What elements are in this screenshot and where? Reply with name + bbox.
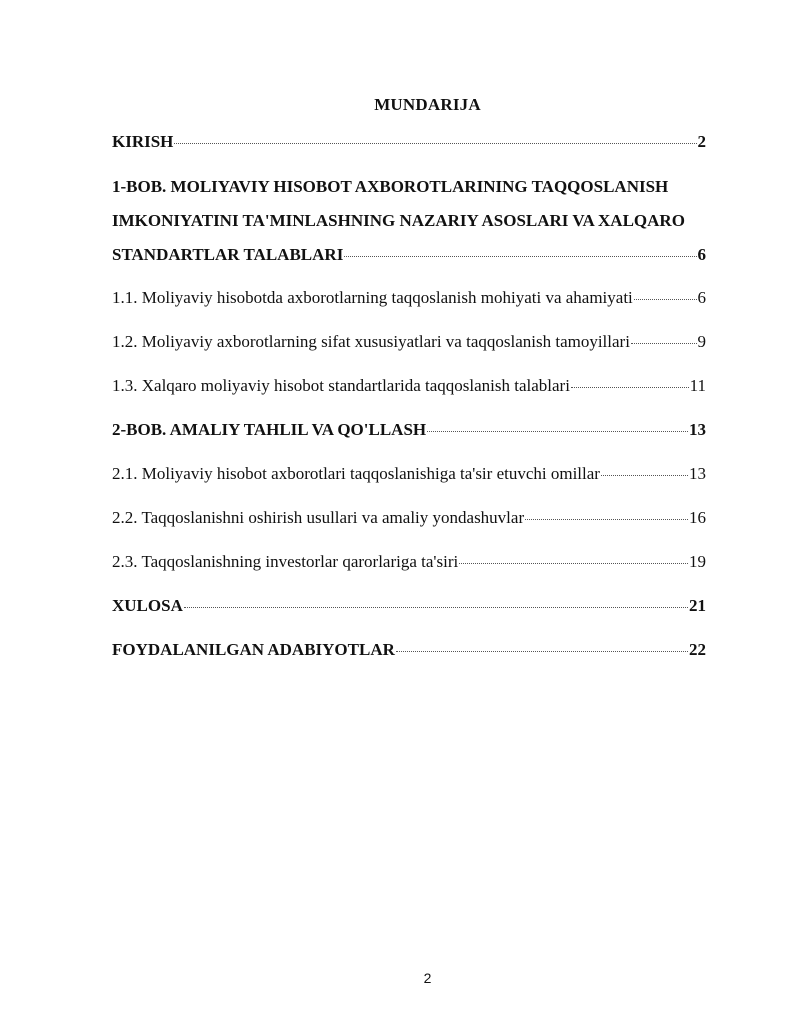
toc-page-number: 9	[697, 332, 706, 351]
toc-entry-intro[interactable]	[112, 129, 706, 155]
toc-entry-references[interactable]	[112, 637, 706, 663]
dot-leader	[174, 143, 696, 144]
toc-heading-last-line	[112, 238, 706, 272]
toc-page-number: 13	[689, 420, 706, 439]
toc-entry-label: 2.2. Taqqoslanishni oshirish usullari va amaliy yondashuvlar	[112, 508, 525, 527]
dot-leader	[184, 607, 688, 608]
page-title: MUNDARIJA	[374, 95, 481, 114]
toc-entry-chapter-2[interactable]	[112, 417, 706, 443]
toc-entry-label: 2.1. Moliyaviy hisobot axborotlari taqqoslanishiga ta'sir etuvchi omillar	[112, 464, 600, 483]
dot-leader	[571, 387, 689, 388]
toc-entry-label: 2.3. Taqqoslanishning investorlar qarorlariga ta'siri	[112, 552, 459, 571]
table-of-contents	[112, 129, 706, 663]
toc-page-number: 21	[689, 596, 706, 615]
toc-entry-conclusion[interactable]	[112, 593, 706, 619]
dot-leader	[396, 651, 688, 652]
toc-entry-label: 2-BOB. AMALIY TAHLIL VA QO'LLASH	[112, 420, 427, 439]
toc-entry-section-2-1[interactable]	[112, 461, 706, 487]
page-number-footer: 2	[423, 970, 432, 986]
toc-entry-section-1-3[interactable]	[112, 373, 706, 399]
toc-page-number: 11	[689, 376, 706, 395]
toc-entry-section-2-2[interactable]	[112, 505, 706, 531]
toc-entry-label: 1.2. Moliyaviy axborotlarning sifat xususiyatlari va taqqoslanish tamoyillari	[112, 332, 630, 351]
toc-page-number: 13	[689, 464, 706, 483]
toc-entry-chapter-1[interactable]	[112, 170, 706, 272]
toc-page-number: 16	[689, 508, 706, 527]
toc-page-number: 2	[697, 132, 706, 151]
toc-heading-line: STANDARTLAR TALABLARI	[112, 245, 344, 264]
toc-page-number: 19	[689, 552, 706, 571]
toc-entry-label: XULOSA	[112, 596, 183, 615]
toc-page-number: 6	[697, 245, 706, 264]
dot-leader	[427, 431, 688, 432]
toc-heading-line: 1-BOB. MOLIYAVIY HISOBOT AXBOROTLARINING TAQQOSLANISH	[112, 177, 669, 196]
toc-heading-line: IMKONIYATINI TA'MINLASHNING NAZARIY ASOSLARI VA XALQARO	[112, 211, 685, 230]
dot-leader	[525, 519, 688, 520]
dot-leader	[631, 343, 697, 344]
toc-entry-section-2-3[interactable]	[112, 549, 706, 575]
toc-entry-label: FOYDALANILGAN ADABIYOTLAR	[112, 640, 395, 659]
dot-leader	[459, 563, 688, 564]
toc-entry-label: KIRISH	[112, 132, 174, 151]
toc-entry-label: 1.1. Moliyaviy hisobotda axborotlarning taqqoslanish mohiyati va ahamiyati	[112, 288, 633, 307]
toc-entry-section-1-1[interactable]	[112, 285, 706, 311]
toc-page-number: 22	[689, 640, 706, 659]
toc-entry-label: 1.3. Xalqaro moliyaviy hisobot standartlarida taqqoslanish talablari	[112, 376, 570, 395]
dot-leader	[634, 299, 697, 300]
dot-leader	[344, 256, 696, 257]
dot-leader	[601, 475, 688, 476]
toc-entry-section-1-2[interactable]	[112, 329, 706, 355]
toc-page-number: 6	[697, 288, 706, 307]
